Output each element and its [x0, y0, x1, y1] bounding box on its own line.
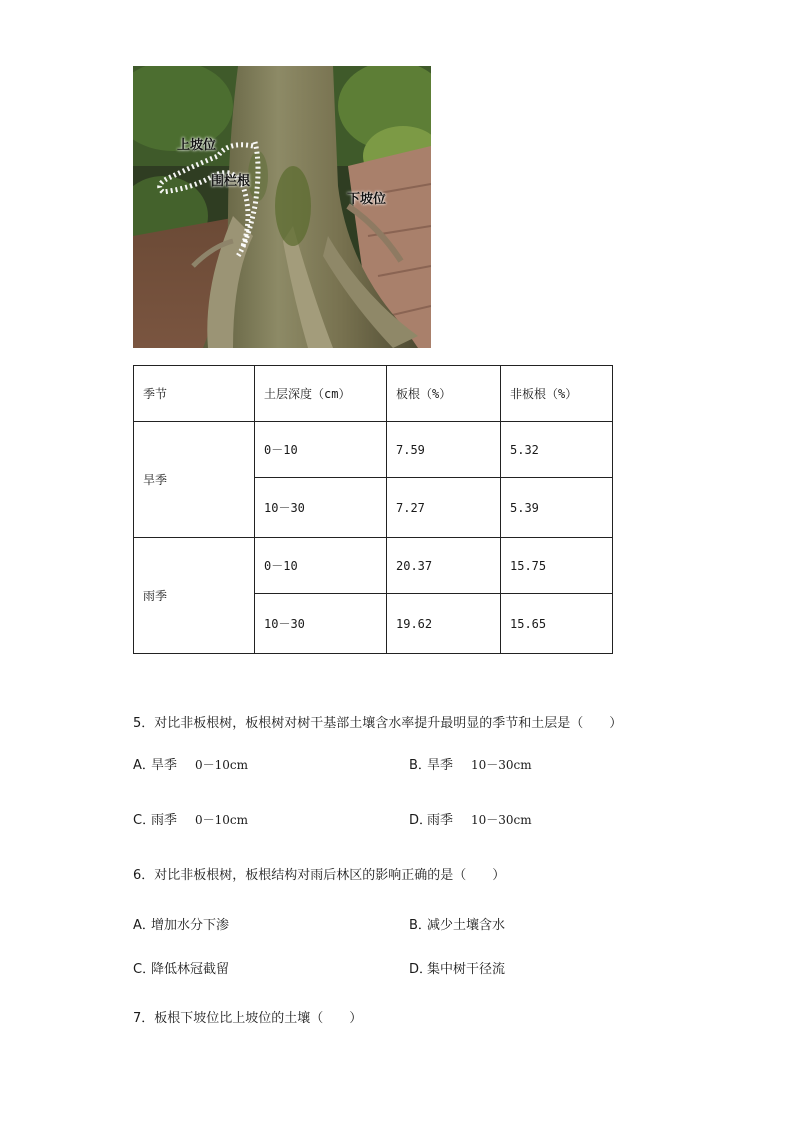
question-6-option-b[interactable] [409, 914, 505, 933]
depth-cell: 10－30 [255, 594, 387, 654]
buttress-cell: 19.62 [387, 594, 501, 654]
question-6-option-a[interactable] [133, 914, 229, 933]
buttress-cell: 7.27 [387, 478, 501, 538]
option-letter: A． [133, 758, 155, 773]
option-letter: D． [409, 962, 433, 977]
option-letter: C． [133, 813, 156, 828]
header-buttress: 板根（%） [387, 366, 501, 422]
depth-cell: 0－10 [255, 538, 387, 594]
option-value: 0－10cm [195, 758, 249, 772]
option-value: 0－10cm [195, 813, 249, 827]
non-buttress-cell: 15.65 [501, 594, 613, 654]
option-text: 增加水分下渗 [151, 918, 230, 933]
option-letter: C． [133, 962, 156, 977]
question-5-option-d[interactable] [409, 809, 532, 828]
question-5-option-c[interactable] [133, 809, 248, 828]
question-7-stem: 7．板根下坡位比上坡位的土壤（ ） [133, 1011, 363, 1026]
tree-photo-drawing [133, 66, 431, 348]
upper-slope-label: 上坡位 [177, 138, 217, 153]
table-header-row [134, 366, 613, 422]
depth-cell: 10－30 [255, 478, 387, 538]
soil-moisture-table [133, 365, 613, 654]
option-text: 旱季 [427, 758, 454, 773]
header-season: 季节 [134, 366, 255, 422]
lower-slope-label: 下坡位 [347, 192, 387, 207]
option-text: 降低林冠截留 [151, 962, 230, 977]
question-5-option-b[interactable] [409, 754, 532, 773]
non-buttress-cell: 5.32 [501, 422, 613, 478]
question-6-stem: 6．对比非板根树，板根结构对雨后林区的影响正确的是（ ） [133, 868, 506, 883]
table-row [134, 422, 613, 478]
question-5-option-a[interactable] [133, 754, 248, 773]
buttress-cell: 7.59 [387, 422, 501, 478]
tree-photo [133, 66, 431, 348]
depth-cell: 0－10 [255, 422, 387, 478]
option-value: 10－30cm [471, 758, 532, 772]
option-letter: D． [409, 813, 433, 828]
option-value: 10－30cm [471, 813, 532, 827]
option-letter: B． [409, 758, 431, 773]
option-text: 集中树干径流 [427, 962, 506, 977]
season-cell: 旱季 [134, 422, 255, 538]
option-text: 雨季 [151, 813, 178, 828]
fence-root-label: 围栏根 [211, 174, 251, 189]
option-text: 旱季 [151, 758, 178, 773]
buttress-cell: 20.37 [387, 538, 501, 594]
season-cell: 雨季 [134, 538, 255, 654]
option-text: 减少土壤含水 [427, 918, 506, 933]
non-buttress-cell: 15.75 [501, 538, 613, 594]
option-text: 雨季 [427, 813, 454, 828]
non-buttress-cell: 5.39 [501, 478, 613, 538]
header-non-buttress: 非板根（%） [501, 366, 613, 422]
question-6-option-c[interactable] [133, 958, 229, 977]
option-letter: A． [133, 918, 155, 933]
question-6-option-d[interactable] [409, 958, 505, 977]
option-letter: B． [409, 918, 431, 933]
question-5-stem: 5．对比非板根树，板根树对树干基部土壤含水率提升最明显的季节和土层是（ ） [133, 716, 623, 731]
table-row [134, 538, 613, 594]
header-depth: 土层深度（cm） [255, 366, 387, 422]
